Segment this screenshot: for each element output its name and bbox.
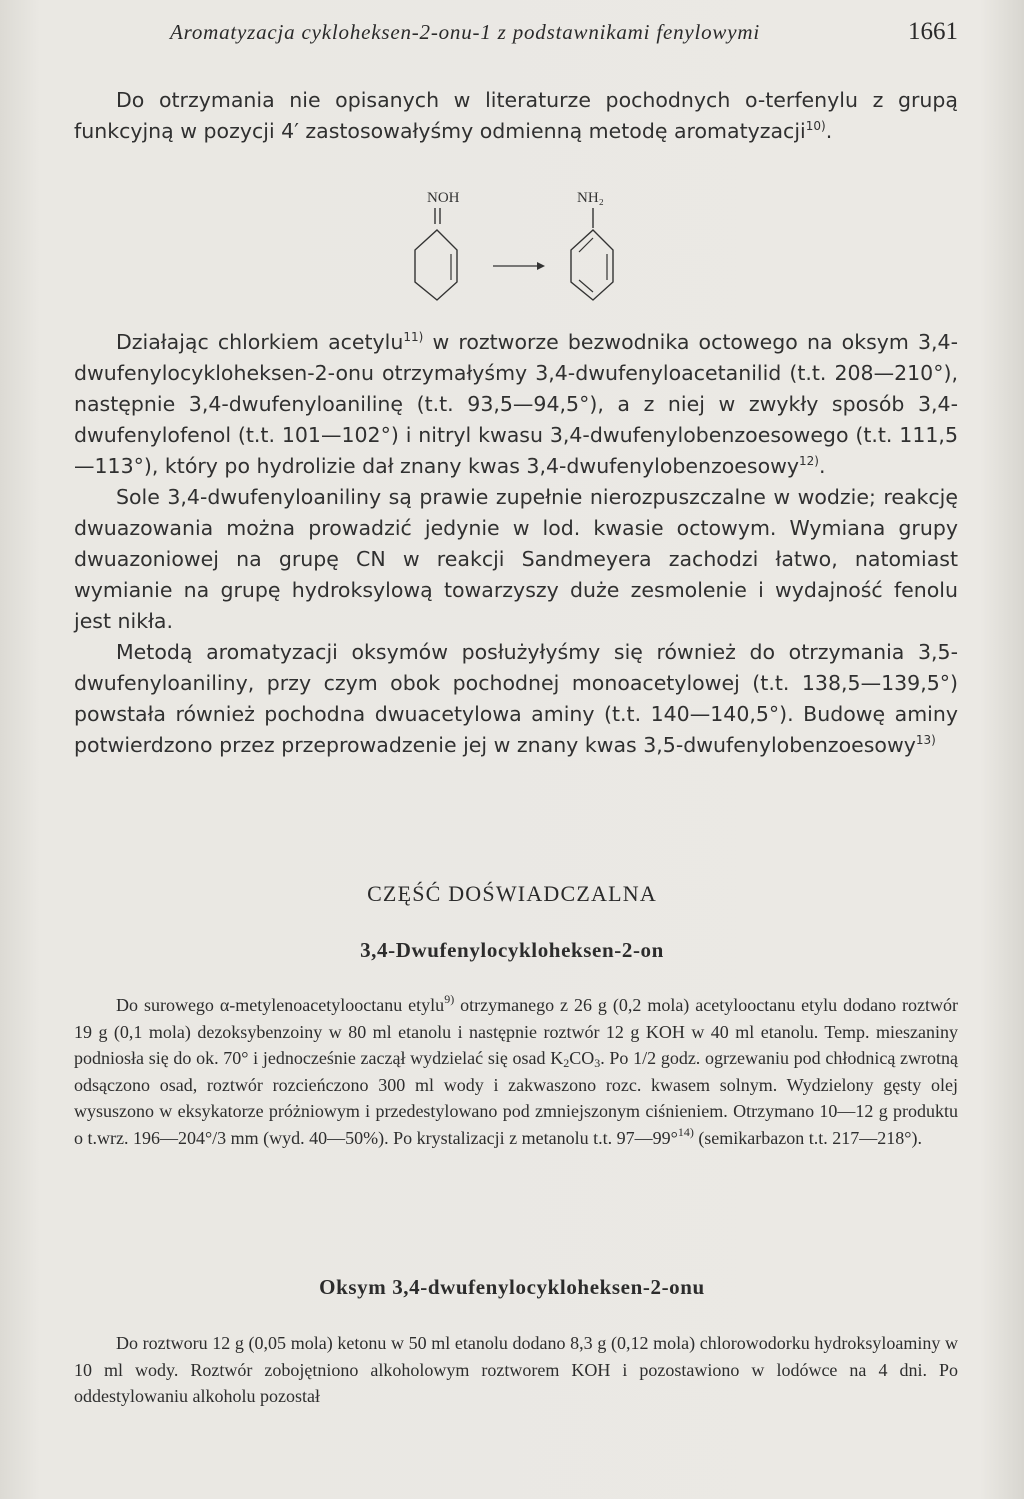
ketone-text-e: (semikarbazon t.t. 217—218°). bbox=[693, 1127, 922, 1148]
running-title: Aromatyzacja cykloheksen-2-onu-1 z podstawnikami fenylowymi bbox=[170, 20, 760, 44]
reference-12: 12) bbox=[799, 454, 819, 468]
section-heading: CZĘŚĆ DOŚWIADCZALNA bbox=[367, 881, 657, 906]
ketone-text-c: CO bbox=[569, 1048, 595, 1068]
page-header bbox=[170, 18, 958, 52]
compound-heading-oxime: Oksym 3,4-dwufenylocykloheksen-2-onu bbox=[319, 1275, 705, 1299]
intro-end: . bbox=[825, 119, 833, 143]
reference-9: 9) bbox=[444, 992, 455, 1006]
salts-paragraph: Sole 3,4-dwufenyloaniliny są prawie zupełnie nierozpuszczalne w wodzie; reakcję dwuazowania można prowadzić jedynie w lod. kwasie octowym. Wymiana grupy dwuazoniowej na grupę CN w reakcji Sandmeyera zachodzi łatwo, natomiast wymianie na grupę hydroksylową towarzyszy duże zesmolenie i wydajność fenolu jest nikła. bbox=[74, 485, 958, 633]
reaction-scheme bbox=[395, 186, 635, 316]
subscript-3: 3 bbox=[594, 1056, 601, 1070]
oxime-procedure bbox=[74, 1330, 958, 1410]
ketone-text-a: Do surowego α-metylenoacetylooctanu etylu bbox=[116, 995, 445, 1015]
p2-start: Działając chlorkiem acetylu bbox=[116, 330, 404, 354]
intro-text: Do otrzymania nie opisanych w literaturze pochodnych o-terfenylu z grupą funkcyjną w pozycji 4′ zastosowałyśmy odmienną metodę aromatyzacji bbox=[74, 88, 958, 143]
p4-body: Metodą aromatyzacji oksymów posłużyłyśmy się również do otrzymania 3,5-dwufenyloaniliny, przy czym obok pochodnej monoacetylowej (t.t. 138,5—139,5°) powstała również pochodna dwuacetylowa aminy (t.t. 140—140,5°). Budowę aminy potwierdzono przez przeprowadzenie jej w znany kwas 3,5-dwufenylobenzoesowy bbox=[74, 640, 958, 757]
discussion-text bbox=[74, 327, 958, 761]
intro-paragraph bbox=[74, 85, 958, 147]
ketone-text-b: otrzymanego z 26 g (0,2 mola) acetylooctanu etylu dodano roztwór 19 g (0,1 mola) dezoksybenzoiny w 80 ml etanolu i następnie roztwór 12 g KOH w 40 ml etanolu. Temp. mieszaniny podniosła się do ok. 70° i jednocześnie zaczął wydzielać się osad K bbox=[74, 995, 958, 1068]
reference-11: 11) bbox=[403, 330, 424, 344]
page-number: 1661 bbox=[908, 18, 958, 45]
reference-13: 13) bbox=[915, 733, 936, 747]
oxime-text: Do roztworu 12 g (0,05 mola) ketonu w 50 ml etanolu dodano 8,3 g (0,12 mola) chlorowodorku hydroksyloaminy w 10 ml wody. Roztwór zobojętniono alkoholowym roztworem KOH i pozostawiono w lodówce na 4 dni. Po oddestylowaniu alkoholu pozostał bbox=[74, 1333, 958, 1406]
ketone-text-d: . Po 1/2 godz. ogrzewaniu pod chłodnicą zwrotną odsączono osad, roztwór rozcieńczono 300 ml wody i zakwaszono rozc. kwasem solnym. Wydzielony gęsty olej wysuszono w eksykatorze próżniowym i przedestylowano pod zmniejszonym ciśnieniem. Otrzymano 10—12 g produktu o t.wrz. 196—204°/3 mm (wyd. 40—50%). Po krystalizacji z metanolu t.t. 97—99° bbox=[74, 1048, 958, 1148]
p2-body: w roztworze bezwodnika octowego na oksym 3,4-dwufenylocykloheksen-2-onu otrzymałyśmy 3,4-dwufenyloacetanilid (t.t. 208—210°), następnie 3,4-dwufenyloanilinę (t.t. 93,5—94,5°), a z niej w zwykły sposób 3,4-dwufenylofenol (t.t. 101—102°) i nitryl kwasu 3,4-dwufenylobenzoesowego (t.t. 111,5—113°), który po hydrolizie dał znany kwas 3,4-dwufenylobenzoesowy bbox=[74, 330, 958, 478]
subscript-2: 2 bbox=[563, 1056, 570, 1070]
noh-label: NOH bbox=[427, 190, 460, 206]
compound-heading-ketone: 3,4-Dwufenylocykloheksen-2-on bbox=[360, 938, 664, 962]
ketone-procedure bbox=[74, 992, 958, 1151]
reference-10: 10) bbox=[805, 119, 826, 133]
p2-end: . bbox=[818, 454, 826, 478]
reference-14: 14) bbox=[677, 1124, 694, 1139]
nh2-label: NH₂ bbox=[577, 190, 604, 206]
